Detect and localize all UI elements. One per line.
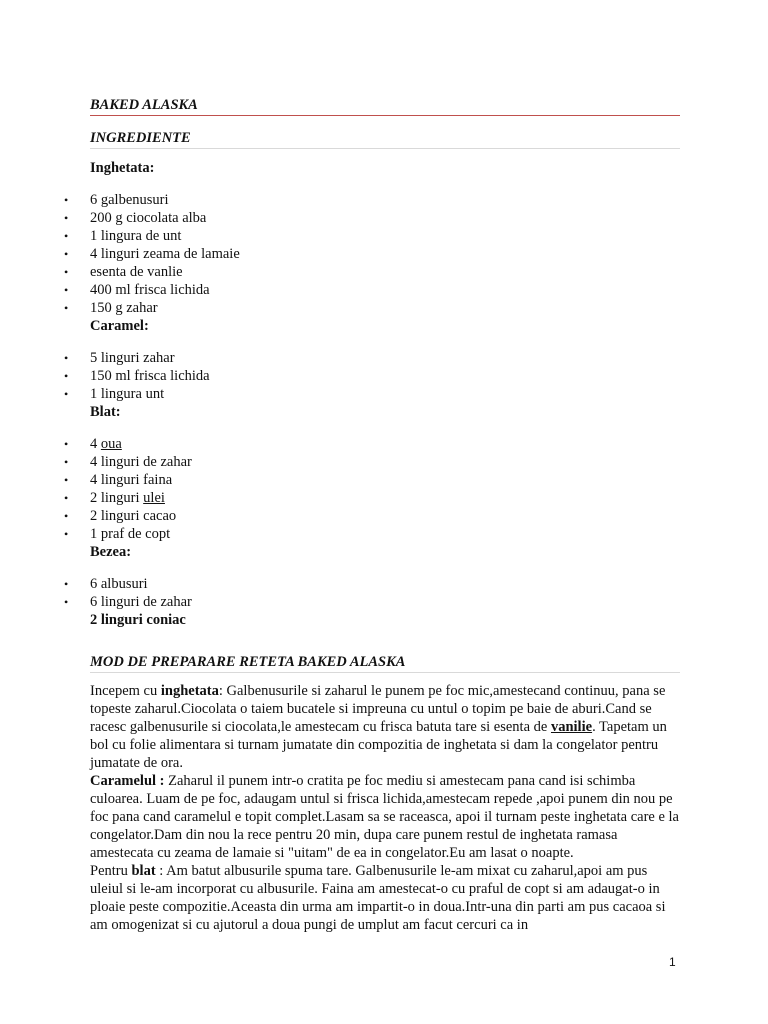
bullet-icon: • [64,455,69,469]
bullet-icon: • [64,301,69,315]
text-run: 4 linguri faina [90,472,173,488]
ingredient-list [64,349,680,403]
ingredient-item [64,245,680,263]
text-run: 6 albusuri [90,576,148,592]
text-run: 4 [90,436,101,452]
text-run: vanilie [550,719,593,735]
text-run: : Am batut albusurile spuma tare. Galbenusurile le-am mixat cu zaharul,apoi am pus uleiul si le-am incorporat cu albusurile. Faina am amestecat-o cu praful de copt si am adaugat-o in ploaie peste compozitie.Aceasta din urma am impartit-o in doua.Intr-una din parti am pus cacaoa si am omogenizat si cu ajutorul a doua pungi de umplut am facut cercuri ca in [90,863,666,933]
bullet-icon: • [64,387,69,401]
bullet-icon: • [64,229,69,243]
ingredient-item [64,299,680,317]
bullet-icon: • [64,265,69,279]
ingredient-item [64,281,680,299]
ingredient-item [64,593,680,611]
text-run: 6 linguri de zahar [90,594,192,610]
ingredient-item [64,385,680,403]
text-run: Pentru [90,863,132,879]
ingredient-item [64,435,680,453]
method-paragraph [90,862,680,934]
ingredient-item [64,453,680,471]
bullet-icon: • [64,211,69,225]
ingredient-item [64,507,680,525]
text-run: 2 linguri cacao [90,508,177,524]
text-run: 200 g ciocolata alba [90,210,207,226]
text-run: Incepem cu [90,683,161,699]
section-label: Caramel: [90,318,149,334]
section-label: Blat: [90,404,121,420]
bullet-icon: • [64,437,69,451]
bullet-icon: • [64,491,69,505]
ingredient-item [64,575,680,593]
text-run: 1 praf de copt [90,526,171,542]
text-run: 6 galbenusuri [90,192,169,208]
recipe-title: BAKED ALASKA [90,97,680,116]
ingredient-list [64,575,680,611]
ingredient-item [64,367,680,385]
bullet-icon: • [64,473,69,487]
ingredients-heading: INGREDIENTE [90,130,680,149]
section-label: Inghetata: [90,160,155,176]
text-run: esenta de vanlie [90,264,183,280]
text-run: inghetata [160,683,219,699]
ingredient-item [64,263,680,281]
ingredient-item [64,191,680,209]
extra-ingredient-line: 2 linguri coniac [90,612,186,628]
bullet-icon: • [64,527,69,541]
text-run: blat [131,863,156,879]
text-run: 1 lingura de unt [90,228,182,244]
text-run: oua [100,436,122,452]
text-run: 1 lingura unt [90,386,165,402]
ingredient-list [64,191,680,317]
recipe-content [64,97,680,934]
ingredient-item [64,227,680,245]
text-run: 5 linguri zahar [90,350,175,366]
page-number: 1 [669,955,676,969]
text-run: 2 linguri [90,490,144,506]
ingredient-sections [64,159,680,611]
bullet-icon: • [64,351,69,365]
ingredient-item [64,489,680,507]
bullet-icon: • [64,595,69,609]
text-run: 4 linguri de zahar [90,454,192,470]
bullet-icon: • [64,247,69,261]
bullet-icon: • [64,369,69,383]
ingredient-list [64,435,680,543]
text-run: 150 g zahar [90,300,158,316]
section-label: Bezea: [90,544,132,560]
text-run: Zaharul il punem intr-o cratita pe foc mediu si amestecam pana cand isi schimba culoarea. Luam de pe foc, adaugam untul si frisca lichida,amestecam repede ,apoi punem din nou pe foc pana cand caramelul e topit complet.Lasam sa se raceasca, apoi il turnam peste inghetata care e la congelator.Dam din nou la rece pentru 20 min, dupa care punem restul de inghetata ramasa amestecata cu zeama de lamaie si "uitam" de ea in congelator.Eu am lasat o noapte. [90,773,679,861]
ingredient-item [64,471,680,489]
bullet-icon: • [64,577,69,591]
ingredient-item [64,525,680,543]
text-run: ulei [143,490,165,506]
method-paragraph [90,682,680,772]
method-heading: MOD DE PREPARARE RETETA BAKED ALASKA [90,654,680,673]
method-paragraph [90,772,680,862]
text-run: 400 ml frisca lichida [90,282,210,298]
text-run: : Galbenusurile si zaharul le punem pe foc mic,amestecand continuu, pana se topeste zaharul.Ciocolata o taiem bucatele si impreuna cu untul o topim pe baie de aburi.Cand se racesc galbenusurile si ciocolata,le amestecam cu frisca batuta tare si esenta de [90,683,666,735]
ingredient-item [64,209,680,227]
text-run: . Tapetam un bol cu folie alimentara si turnam jumatate din compozitia de inghetata si dam la congelator pentru jumatate de ora. [90,719,667,771]
bullet-icon: • [64,193,69,207]
bullet-icon: • [64,509,69,523]
text-run: 4 linguri zeama de lamaie [90,246,240,262]
text-run: 150 ml frisca lichida [90,368,210,384]
method-text [90,682,680,934]
ingredient-item [64,349,680,367]
bullet-icon: • [64,283,69,297]
text-run: Caramelul : [90,773,165,789]
